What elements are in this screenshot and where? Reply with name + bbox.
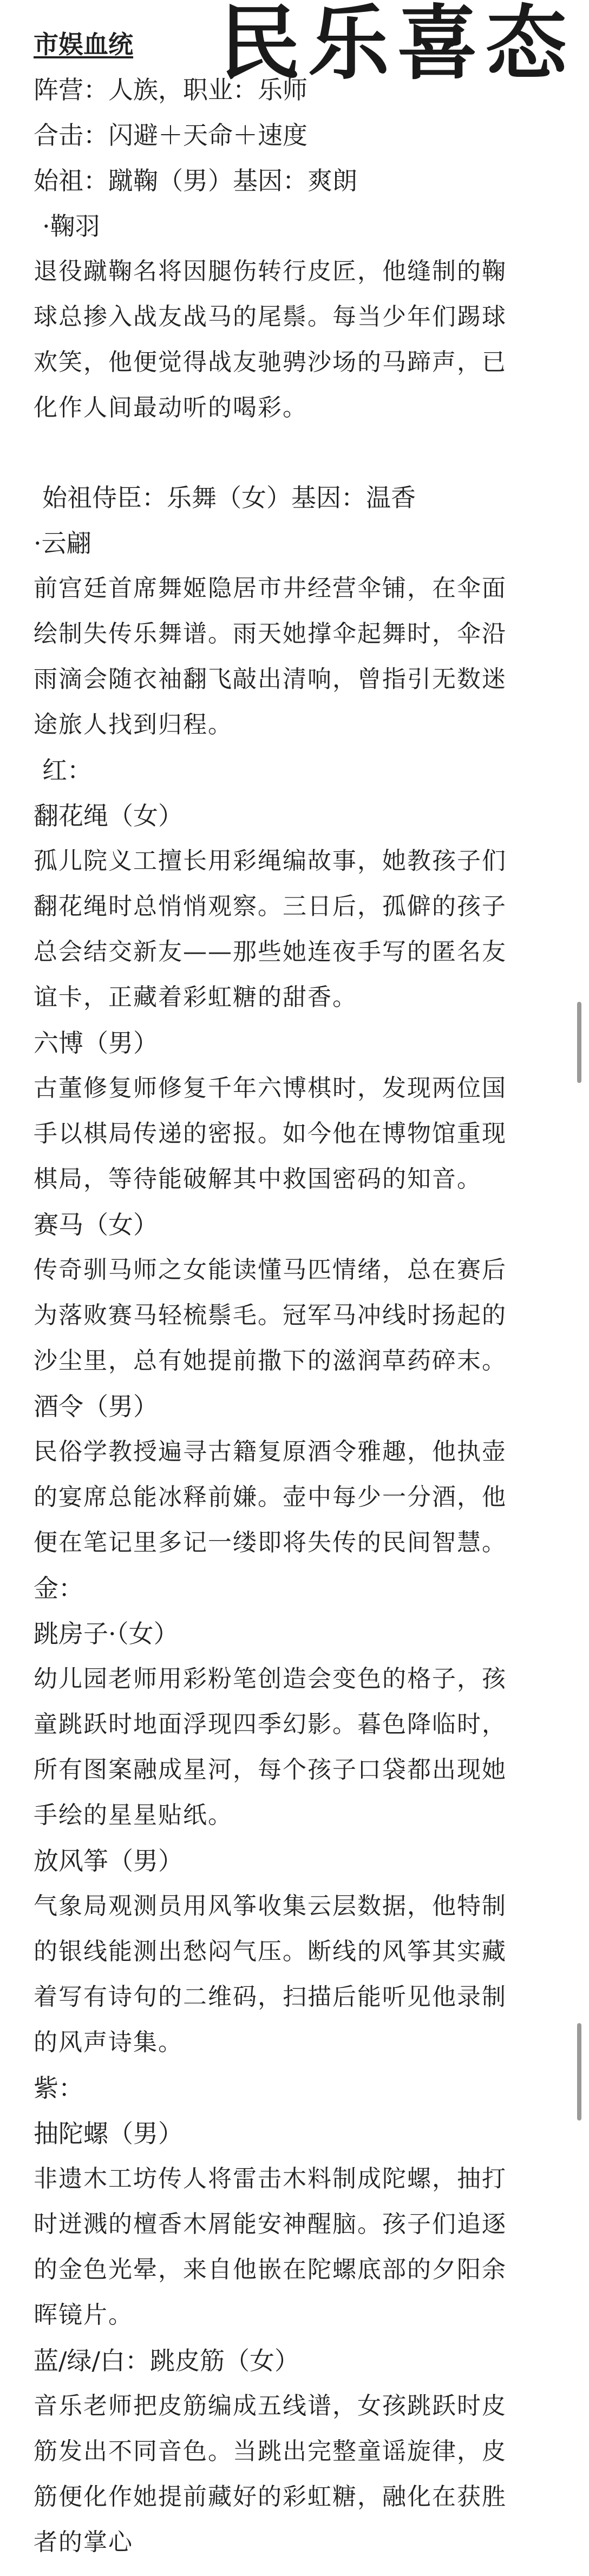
text-line: 翻花绳（女） (34, 801, 183, 830)
text-line: 雨滴会随衣袖翻飞敲出清响，曾指引无数迷 (34, 665, 507, 693)
text-line: 总会结交新友——那些她连夜手写的匿名友 (34, 938, 507, 966)
text-line: 跳房子·（女） (34, 1619, 179, 1648)
text-line: 翻花绳时总悄悄观察。三日后，孤僻的孩子 (34, 893, 507, 920)
text-line: 退役蹴鞠名将因腿伤转行皮匠，他缝制的鞠 (34, 257, 507, 285)
text-line: 始祖：蹴鞠（男）基因：爽朗 (34, 166, 357, 195)
text-line: 合击：闪避＋天命＋速度 (34, 121, 307, 150)
text-line: 便在笔记里多记一缕即将失传的民间智慧。 (34, 1529, 507, 1556)
page-title: 民乐喜态 (219, 0, 575, 91)
text-line: 始祖侍臣：乐舞（女）基因：温香 (42, 483, 416, 512)
text-line: 手以棋局传递的密报。如今他在博物馆重现 (34, 1120, 507, 1147)
text-line: 谊卡，正藏着彩虹糖的甜香。 (34, 983, 357, 1011)
document-body (34, 22, 570, 2565)
text-line: 古董修复师修复千年六博棋时，发现两位国 (34, 1074, 507, 1102)
text-line: 金： (34, 1574, 83, 1603)
text-line: 蓝/绿/白：跳皮筋（女） (34, 2346, 299, 2375)
text-line: 紫： (34, 2073, 83, 2103)
text-line: 六博（男） (34, 1028, 158, 1058)
text-line: 的风声诗集。 (34, 2029, 183, 2056)
scrollbar-thumb[interactable] (577, 1002, 581, 1083)
text-line: 欢笑，他便觉得战友驰骋沙场的马蹄声，已 (34, 348, 507, 376)
text-line: 绘制失传乐舞谱。雨天她撑伞起舞时，伞沿 (34, 620, 507, 648)
text-line: 阵营：人族，职业：乐师 (34, 75, 307, 104)
text-line: 筋发出不同音色。当跳出完整童谣旋律，皮 (34, 2438, 507, 2465)
text-line: 晖镜片。 (34, 2301, 133, 2329)
text-line: 传奇驯马师之女能读懂马匹情绪，总在赛后 (34, 1256, 507, 1284)
text-line: 民俗学教授遍寻古籍复原酒令雅趣，他执壶 (34, 1438, 507, 1465)
text-line: 球总掺入战友战马的尾鬃。每当少年们踢球 (34, 303, 507, 331)
text-line: 孤儿院义工擅长用彩绳编故事，她教孩子们 (34, 847, 507, 875)
text-line: 着写有诗句的二维码，扫描后能听见他录制 (34, 1983, 507, 2011)
text-line: 手绘的星星贴纸。 (34, 1801, 233, 1829)
section-header: 市娱血统 (34, 30, 133, 59)
text-line: 音乐老师把皮筋编成五线谱，女孩跳跃时皮 (34, 2392, 507, 2420)
scrollbar-thumb-lower[interactable] (577, 2023, 581, 2121)
text-line: 红： (42, 756, 92, 785)
text-line: 棋局，等待能破解其中救国密码的知音。 (34, 1165, 482, 1193)
text-line: 前宫廷首席舞姬隐居市井经营伞铺，在伞面 (34, 574, 507, 602)
text-line: 抽陀螺（男） (34, 2119, 183, 2148)
text-line: 途旅人找到归程。 (34, 711, 233, 738)
text-line: 气象局观测员用风筝收集云层数据，他特制 (34, 1892, 507, 1920)
text-line: 所有图案融成星河，每个孩子口袋都出现她 (34, 1756, 507, 1784)
text-line: 放风筝（男） (34, 1846, 183, 1875)
text-line: 为落败赛马轻梳鬃毛。冠军马冲线时扬起的 (34, 1302, 507, 1329)
text-line: 沙尘里，总有她提前撒下的滋润草药碎末。 (34, 1347, 507, 1375)
text-line: 的银线能测出愁闷气压。断线的风筝其实藏 (34, 1938, 507, 1965)
text-line: 化作人间最动听的喝彩。 (34, 394, 307, 421)
text-line: 非遗木工坊传人将雷击木料制成陀螺，抽打 (34, 2165, 507, 2192)
text-line: 的宴席总能冰释前嫌。壶中每少一分酒，他 (34, 1483, 507, 1511)
text-line: 赛马（女） (34, 1210, 158, 1239)
text-line: 者的掌心 (34, 2528, 133, 2556)
text-line: 的金色光晕，来自他嵌在陀螺底部的夕阳余 (34, 2256, 507, 2283)
text-line: 时迸溅的檀香木屑能安神醒脑。孩子们追逐 (34, 2210, 507, 2238)
text-line: ·鞠羽 (42, 212, 100, 241)
text-line: ·云翩 (34, 529, 91, 558)
text-line: 酒令（男） (34, 1392, 158, 1421)
text-line: 幼儿园老师用彩粉笔创造会变色的格子，孩 (34, 1665, 507, 1693)
text-line: 童跳跃时地面浮现四季幻影。暮色降临时， (34, 1710, 507, 1738)
text-line: 筋便化作她提前藏好的彩虹糖，融化在获胜 (34, 2483, 507, 2511)
